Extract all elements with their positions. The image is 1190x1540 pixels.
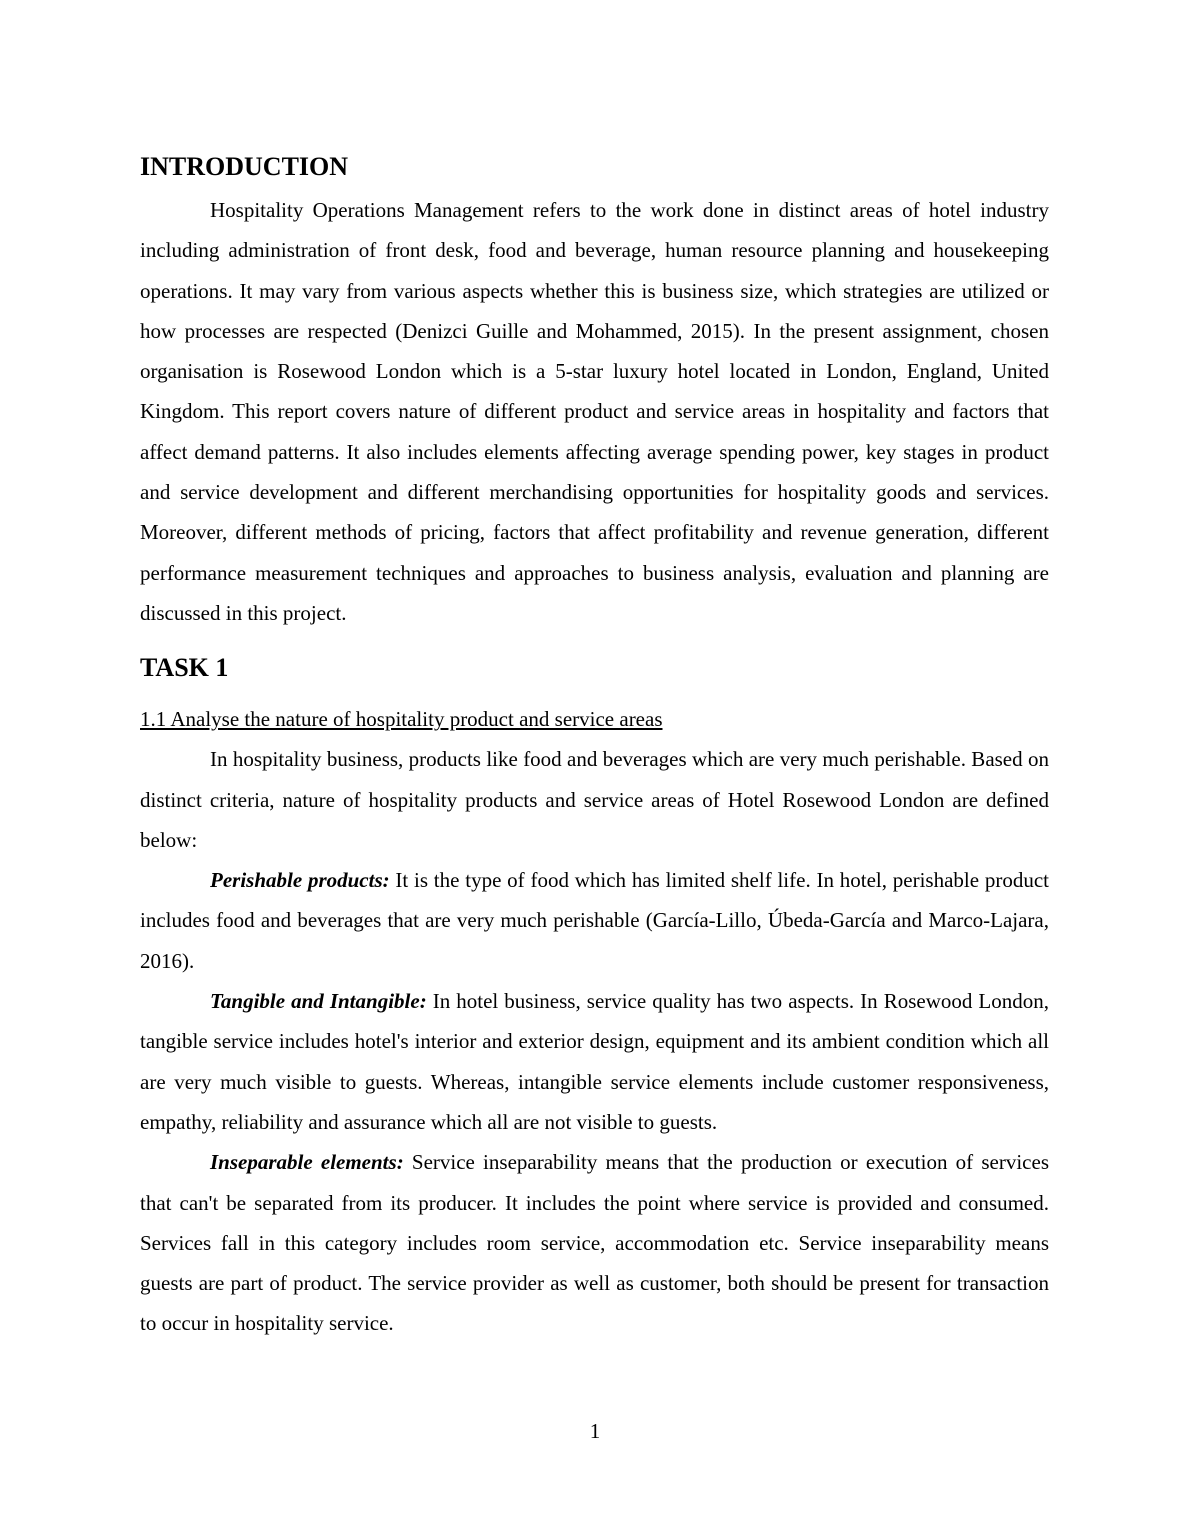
introduction-heading: INTRODUCTION: [140, 152, 349, 181]
task1-intro-paragraph: In hospitality business, products like food and beverages which are very much perishable. Based on distinct criteria, nature of hospitality products and service areas of Hotel Rosewood London are defined below:: [140, 747, 1049, 852]
tangible-intangible-term: Tangible and Intangible:: [210, 989, 427, 1014]
page-number: 1: [589, 1419, 601, 1443]
inseparable-elements-text: Service inseparability means that the production or execution of services that can't be separated from its producer. It includes the point where service is provided and consumed. Services fall in this category includes room service, accommodation etc. Service inseparability means guests are part of product. The service provider as well as customer, both should be present for transaction to occur in hospitality service.: [140, 1150, 1049, 1336]
task1-heading: TASK 1: [140, 653, 229, 683]
perishable-products-paragraph: [140, 860, 1049, 981]
section-1-1-subheading: 1.1 Analyse the nature of hospitality product and service areas: [140, 707, 663, 732]
inseparable-elements-term: Inseparable elements:: [210, 1150, 404, 1175]
perishable-products-term: Perishable products:: [210, 868, 390, 893]
perishable-products-text: It is the type of food which has limited shelf life. In hotel, perishable product includes food and beverages that are very much perishable (García-Lillo, Úbeda-García and Marco-Lajara, 2016).: [140, 868, 1049, 973]
introduction-paragraph: Hospitality Operations Management refers to the work done in distinct areas of hotel industry including administration of front desk, food and beverage, human resource planning and housekeeping operations. It may vary from various aspects whether this is business size, which strategies are utilized or how processes are respected (Denizci Guille and Mohammed, 2015). In the present assignment, chosen organisation is Rosewood London which is a 5-star luxury hotel located in London, England, United Kingdom. This report covers nature of different product and service areas in hospitality and factors that affect demand patterns. It also includes elements affecting average spending power, key stages in product and service development and different merchandising opportunities for hospitality goods and services. Moreover, different methods of pricing, factors that affect profitability and revenue generation, different performance measurement techniques and approaches to business analysis, evaluation and planning are discussed in this project.: [140, 198, 1049, 625]
tangible-intangible-text: In hotel business, service quality has two aspects. In Rosewood London, tangible service includes hotel's interior and exterior design, equipment and its ambient condition which all are very much visible to guests. Whereas, intangible service elements include customer responsiveness, empathy, reliability and assurance which all are not visible to guests.: [140, 989, 1049, 1134]
inseparable-elements-paragraph: [140, 1142, 1049, 1343]
tangible-intangible-paragraph: [140, 981, 1049, 1142]
document-page: [140, 150, 1049, 1344]
